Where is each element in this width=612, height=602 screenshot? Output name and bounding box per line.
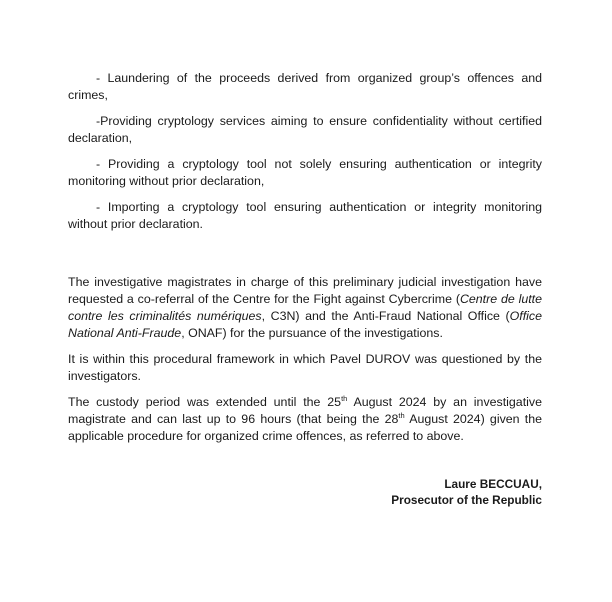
co-referral-paragraph — [68, 274, 542, 342]
co-referral-text-1: The investigative magistrates in charge of this preliminary judicial investigation have requested a co-referral of the Centre for the Fight against Cybercrime ( — [68, 275, 542, 306]
offence-item-cryptology-services: -Providing cryptology services aiming to ensure confidentiality without certified declaration, — [68, 114, 542, 145]
document-page — [68, 70, 542, 508]
ordinal-suffix: th — [398, 410, 405, 420]
custody-paragraph — [68, 394, 542, 445]
questioning-paragraph: It is within this procedural framework in which Pavel DUROV was questioned by the investigators. — [68, 352, 542, 383]
offence-item-cryptology-tool-import: - Importing a cryptology tool ensuring authentication or integrity monitoring without prior declaration. — [68, 200, 542, 231]
c3n-french-name: Centre de lutte contre les criminalités numériques — [68, 292, 542, 323]
ordinal-suffix: th — [341, 393, 348, 403]
signature-block — [68, 476, 542, 508]
custody-text-1: The custody period was extended until the 25 — [68, 395, 342, 409]
signatory-title: Prosecutor of the Republic — [391, 493, 542, 507]
onaf-french-name: Office National Anti-Fraude — [68, 309, 542, 340]
offence-item-laundering: - Laundering of the proceeds derived from organized group’s offences and crimes, — [68, 71, 542, 102]
custody-text-2: August 2024 by an investigative magistrate and can last up to 96 hours (that being the 28 — [68, 395, 542, 426]
co-referral-text-3: , ONAF) for the pursuance of the investigations. — [181, 326, 443, 340]
signatory-name: Laure BECCUAU, — [444, 477, 542, 491]
offence-item-cryptology-tool-provision: - Providing a cryptology tool not solely ensuring authentication or integrity monitoring without prior declaration, — [68, 157, 542, 188]
custody-text-3: August 2024) given the applicable procedure for organized crime offences, as referred to above. — [68, 412, 543, 443]
co-referral-text-2: , C3N) and the Anti-Fraud National Office ( — [261, 309, 510, 323]
